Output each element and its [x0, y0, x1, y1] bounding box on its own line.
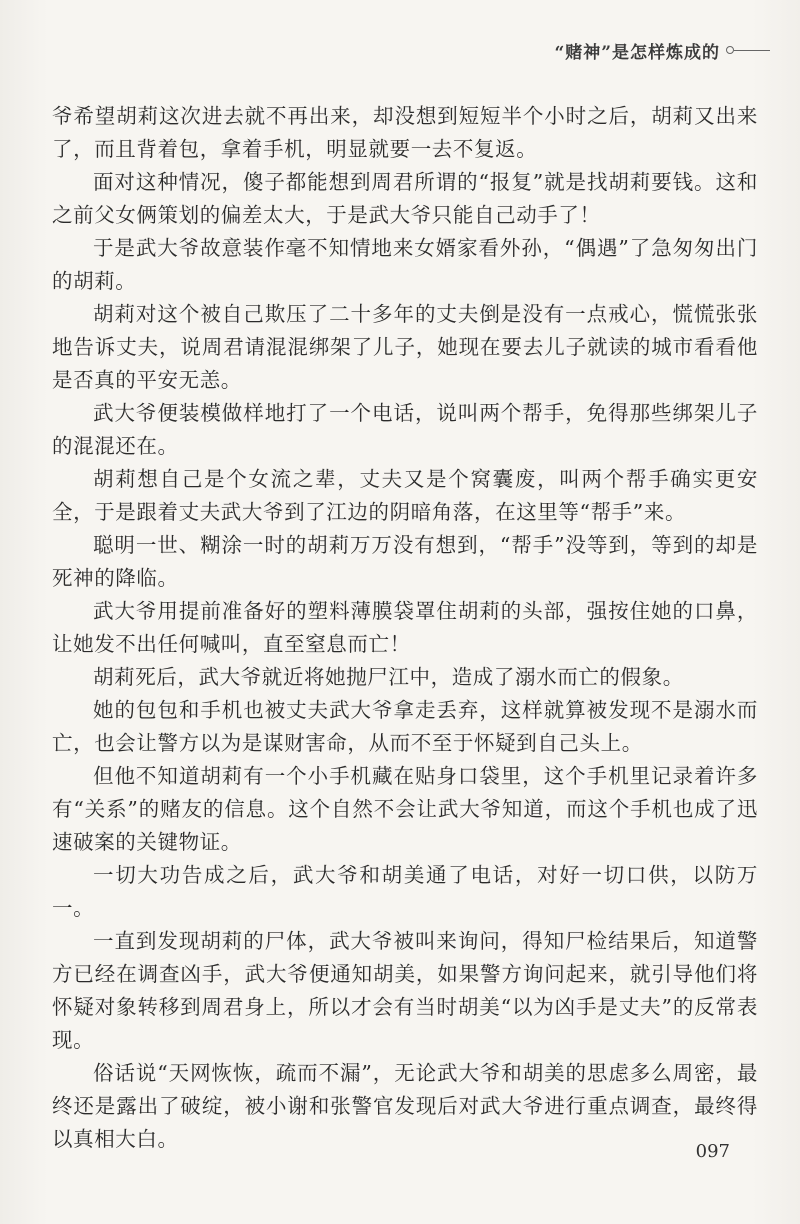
paragraph-7: 聪明一世、糊涂一时的胡莉万万没有想到，“帮手”没等到，等到的却是死神的降临。	[52, 533, 758, 590]
paragraph-9: 胡莉死后，武大爷就近将她抛尸江中，造成了溺水而亡的假象。	[93, 665, 684, 689]
header-rule-line	[734, 50, 770, 51]
paragraph-3: 于是武大爷故意装作毫不知情地来女婿家看外孙，“偶遇”了急匆匆出门的胡莉。	[52, 236, 758, 293]
paragraph-11: 但他不知道胡莉有一个小手机藏在贴身口袋里，这个手机里记录着许多有“关系”的赌友的信息。这个自然不会让武大爷知道，而这个手机也成了迅速破案的关键物证。	[52, 764, 758, 854]
paragraph-6: 胡莉想自己是个女流之辈，丈夫又是个窝囊废，叫两个帮手确实更安全，于是跟着丈夫武大爷到了江边的阴暗角落，在这里等“帮手”来。	[52, 467, 758, 524]
paragraph-14: 俗话说“天网恢恢，疏而不漏”，无论武大爷和胡美的思虑多么周密，最终还是露出了破绽，被小谢和张警官发现后对武大爷进行重点调查，最终得以真相大白。	[52, 1061, 758, 1151]
paragraph-13: 一直到发现胡莉的尸体，武大爷被叫来询问，得知尸检结果后，知道警方已经在调查凶手，武大爷便通知胡美，如果警方询问起来，就引导他们将怀疑对象转移到周君身上，所以才会有当时胡美“以为凶手是丈夫”的反常表现。	[52, 929, 758, 1052]
paragraph-10: 她的包包和手机也被丈夫武大爷拿走丢弃，这样就算被发现不是溺水而亡，也会让警方以为是谋财害命，从而不至于怀疑到自己头上。	[52, 698, 758, 755]
header-title: “赌神”是怎样炼成的	[554, 42, 720, 63]
page-number: 097	[695, 1141, 730, 1162]
paragraph-4: 胡莉对这个被自己欺压了二十多年的丈夫倒是没有一点戒心，慌慌张张地告诉丈夫，说周君请混混绑架了儿子，她现在要去儿子就读的城市看看他是否真的平安无恙。	[52, 302, 758, 392]
paragraph-1: 爷希望胡莉这次进去就不再出来，却没想到短短半个小时之后，胡莉又出来了，而且背着包，拿着手机，明显就要一去不复返。	[52, 104, 758, 161]
paragraph-2: 面对这种情况，傻子都能想到周君所谓的“报复”就是找胡莉要钱。这和之前父女俩策划的偏差太大，于是武大爷只能自己动手了！	[52, 170, 758, 227]
header-circle-ornament	[726, 46, 734, 54]
running-header	[554, 36, 770, 64]
body-text	[52, 100, 758, 1156]
paragraph-12: 一切大功告成之后，武大爷和胡美通了电话，对好一切口供，以防万一。	[52, 863, 758, 920]
paragraph-8: 武大爷用提前准备好的塑料薄膜袋罩住胡莉的头部，强按住她的口鼻，让她发不出任何喊叫，直至窒息而亡！	[52, 599, 758, 656]
paragraph-5: 武大爷便装模做样地打了一个电话，说叫两个帮手，免得那些绑架儿子的混混还在。	[52, 401, 758, 458]
